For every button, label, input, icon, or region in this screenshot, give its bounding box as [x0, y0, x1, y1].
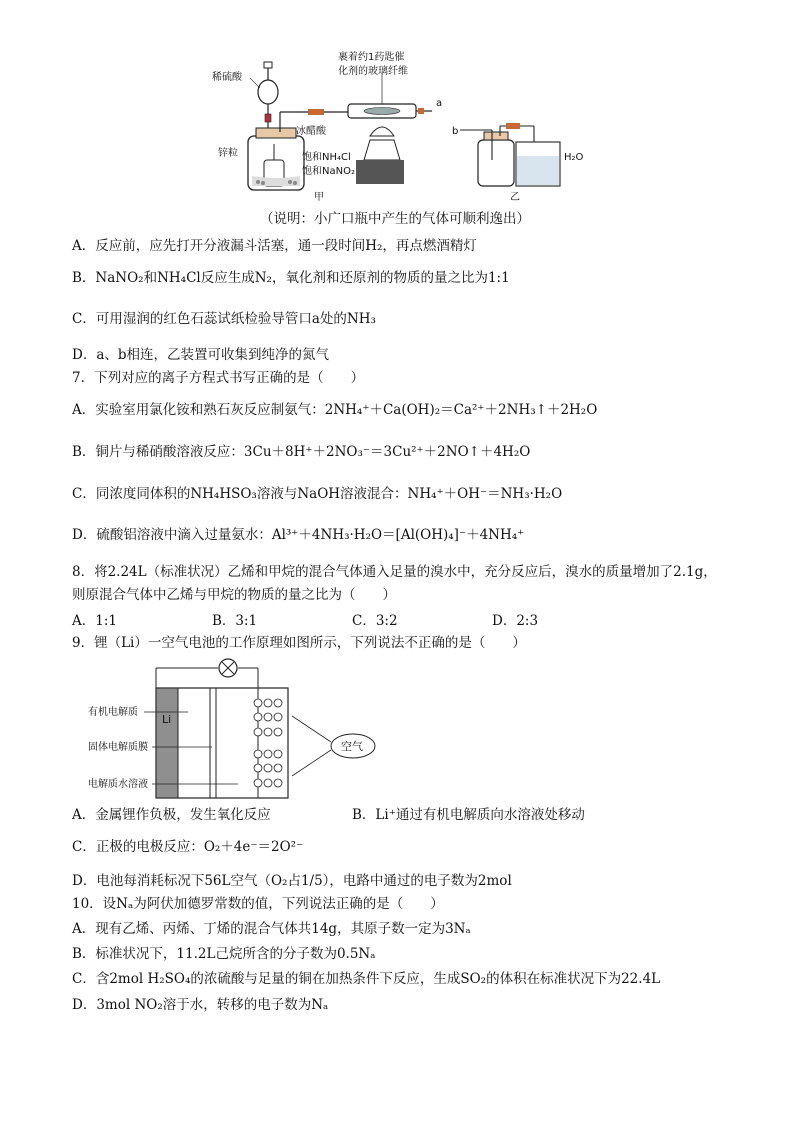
q10-option-b: B．标准状况下，11.2L己烷所含的分子数为0.5Nₐ — [72, 946, 376, 962]
label-jia: 甲 — [314, 192, 324, 203]
label-catalyst-bottom: 化剂的玻璃纤维 — [338, 66, 408, 77]
q9-option-b: B．Li⁺通过有机电解质向水溶液处移动 — [352, 807, 585, 823]
label-b: b — [452, 126, 459, 137]
solid-membrane-label: 固体电解质膜 — [88, 742, 148, 753]
label-nh4cl: 饱和NH₄Cl — [302, 152, 351, 163]
q7-option-b: B．铜片与稀硝酸溶液反应：3Cu＋8H⁺＋2NO₃⁻＝3Cu²⁺＋2NO↑＋4H₂O — [72, 444, 531, 460]
organic-electrolyte-label: 有机电解质 — [88, 707, 138, 718]
li-label: Li — [162, 713, 172, 726]
q10-option-c: C．含2mol H₂SO₄的浓硫酸与足量的铜在加热条件下反应，生成SO₂的体积在标准状况下为22.4L — [72, 971, 661, 987]
q7-option-a: A．实验室用氯化铵和熟石灰反应制氨气：2NH₄⁺＋Ca(OH)₂＝Ca²⁺＋2NH₃↑＋2H₂O — [72, 402, 598, 418]
label-h2o: H₂O — [564, 152, 584, 163]
q8-stem-line1: 8．将2.24L（标准状况）乙烯和甲烷的混合气体通入足量的溴水中，充分反应后，溴水的质量增加了2.1g， — [72, 564, 717, 580]
aqueous-electrolyte-label: 电解质水溶液 — [88, 779, 148, 790]
battery-figure — [88, 656, 388, 804]
q8-option-b: B．3:1 — [212, 613, 258, 629]
label-acetic: 冰醋酸 — [296, 126, 326, 137]
q8-option-c: C．3:2 — [352, 613, 398, 629]
q6-option-a: A．反应前，应先打开分液漏斗活塞，通一段时间H₂，再点燃酒精灯 — [72, 238, 477, 254]
q10-stem: 10．设Nₐ为阿伏加德罗常数的值，下列说法正确的是（ ） — [72, 896, 444, 912]
label-zinc: 锌粒 — [218, 148, 238, 159]
q9-option-a: A．金属锂作负极，发生氧化反应 — [72, 807, 271, 823]
q6-option-d: D．a、b相连，乙装置可收集到纯净的氮气 — [72, 347, 330, 363]
label-dilute-acid: 稀硫酸 — [212, 72, 242, 83]
label-catalyst-top: 裹着约1药匙催 — [338, 52, 405, 63]
label-yi: 乙 — [510, 192, 520, 203]
q10-option-d: D．3mol NO₂溶于水，转移的电子数为Nₐ — [72, 997, 329, 1013]
q8-stem-line2: 则原混合气体中乙烯与甲烷的物质的量之比为（ ） — [72, 587, 396, 603]
q9-stem: 9．锂（Li）一空气电池的工作原理如图所示，下列说法不正确的是（ ） — [72, 635, 526, 651]
air-label: 空气 — [341, 740, 363, 753]
label-nano2: 饱和NaNO₂ — [302, 166, 355, 177]
q10-option-a: A．现有乙烯、丙烯、丁烯的混合气体共14g，其原子数一定为3Nₐ — [72, 921, 471, 937]
label-a: a — [436, 98, 443, 109]
q8-option-a: A．1:1 — [72, 613, 117, 629]
q6-option-c: C．可用湿润的红色石蕊试纸检验导管口a处的NH₃ — [72, 311, 376, 327]
apparatus-figure — [200, 48, 600, 208]
q9-option-d: D．电池每消耗标况下56L空气（O₂占1/5），电路中通过的电子数为2mol — [72, 873, 512, 889]
q7-option-d: D．硫酸铝溶液中滴入过量氨水：Al³⁺＋4NH₃·H₂O＝[Al(OH)₄]⁻＋4NH₄⁺ — [72, 527, 525, 543]
q9-option-c: C．正极的电极反应：O₂＋4e⁻＝2O²⁻ — [72, 839, 304, 855]
q6-option-b: B．NaNO₂和NH₄Cl反应生成N₂，氧化剂和还原剂的物质的量之比为1:1 — [72, 270, 510, 286]
q8-option-d: D．2:3 — [492, 613, 539, 629]
q7-option-c: C．同浓度同体积的NH₄HSO₃溶液与NaOH溶液混合：NH₄⁺＋OH⁻＝NH₃·H₂O — [72, 486, 563, 502]
q7-stem: 7．下列对应的离子方程式书写正确的是（ ） — [72, 370, 365, 386]
figure-caption: （说明：小广口瓶中产生的气体可顺利逸出） — [260, 211, 530, 227]
